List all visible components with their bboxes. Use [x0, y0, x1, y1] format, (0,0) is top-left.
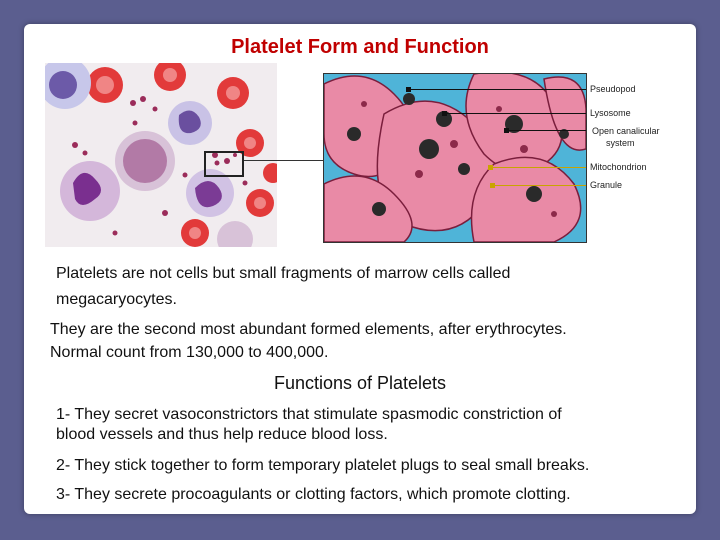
magnify-connector-line: [244, 160, 324, 161]
label-granule: Granule: [590, 180, 623, 190]
label-open-canalicular: Open canalicular: [592, 126, 660, 136]
label-mitochondrion: Mitochondrion: [590, 162, 647, 172]
label-lysosome: Lysosome: [590, 108, 631, 118]
pseudopod-marker: [406, 87, 411, 92]
label-canalicular-system: system: [606, 138, 635, 148]
text-platelets-line2: megacaryocytes.: [56, 291, 177, 308]
text-abundance-line1: They are the second most abundant formed elements, after erythrocytes.: [50, 321, 567, 338]
function-3: 3- They secrete procoagulants or clotting factors, which promote clotting.: [56, 486, 571, 503]
lysosome-leader: [444, 113, 586, 114]
text-abundance-line2: Normal count from 130,000 to 400,000.: [50, 344, 329, 361]
platelet-micrograph: [323, 73, 587, 243]
function-1-line1: 1- They secret vasoconstrictors that stimulate spasmodic constriction of: [56, 406, 562, 423]
canalicular-marker: [504, 128, 509, 133]
mitochondrion-marker: [488, 165, 493, 170]
granule-leader: [492, 185, 586, 186]
functions-heading: Functions of Platelets: [273, 373, 447, 393]
text-platelets-line1: Platelets are not cells but small fragments of marrow cells called: [56, 265, 511, 282]
function-2: 2- They stick together to form temporary platelet plugs to seal small breaks.: [56, 457, 590, 474]
granule-marker: [490, 183, 495, 188]
platelet-illustration: [324, 74, 586, 242]
function-1-line2: blood vessels and thus help reduce blood loss.: [56, 426, 388, 443]
slide-title: Platelet Form and Function: [231, 36, 489, 58]
mitochondrion-leader: [490, 167, 586, 168]
lysosome-marker: [442, 111, 447, 116]
magnify-region-box: [204, 151, 244, 177]
pseudopod-leader: [408, 89, 586, 90]
canalicular-leader: [506, 130, 586, 131]
label-pseudopod: Pseudopod: [590, 84, 636, 94]
